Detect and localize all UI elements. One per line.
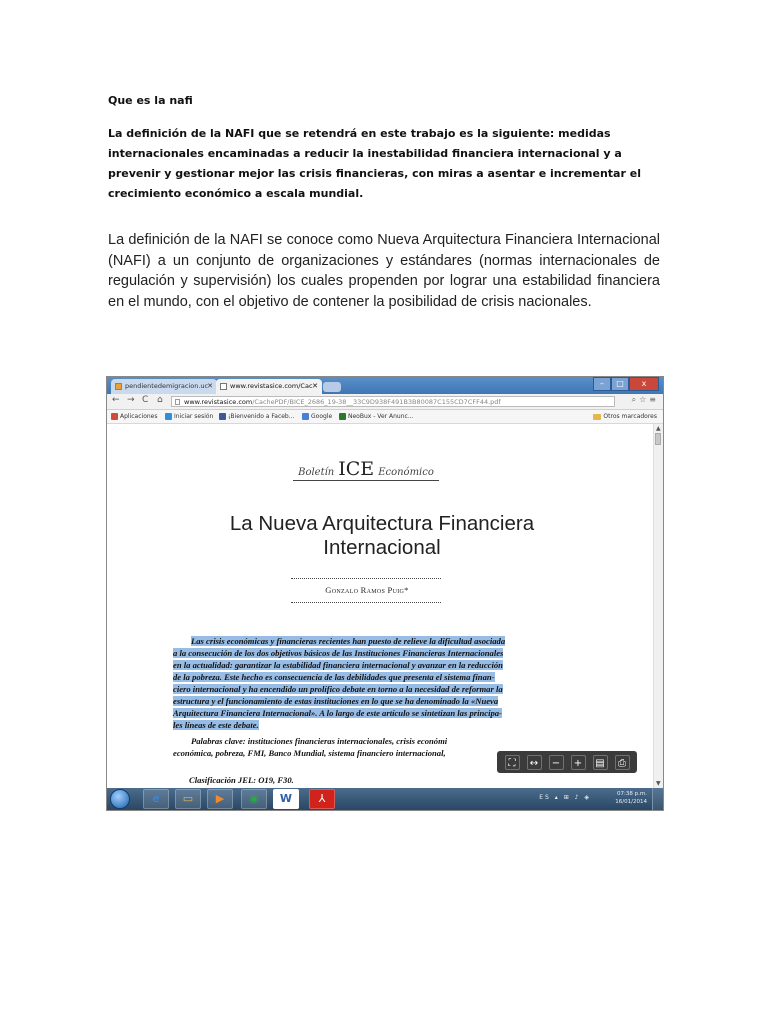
article-author: Gonzalo Ramos Puig* <box>325 585 409 595</box>
document-favicon-icon <box>220 383 227 390</box>
home-icon[interactable]: ⌂ <box>157 395 163 405</box>
windows-taskbar <box>107 788 663 810</box>
scroll-thumb[interactable] <box>655 433 661 445</box>
vertical-scrollbar[interactable] <box>653 424 663 788</box>
fit-width-icon[interactable]: ↔ <box>527 755 542 770</box>
definition-paragraph-bold: La definición de la NAFI que se retendrá en este trabajo es la siguiente: medidas internacionales encaminadas a reducir la inestabilidad financiera internacional y a prevenir y gestionar mejor las crisis financieras, con miras a asentar e incrementar el crecimiento económico a escala mundial. <box>108 127 641 200</box>
abstract-line: de la pobreza. Este hecho es consecuencia de las debilidades que presenta el sistema finan- <box>173 672 495 682</box>
reload-icon[interactable]: C <box>142 395 149 405</box>
windows-logo-icon <box>165 413 172 420</box>
abstract-line: les líneas de este debate. <box>173 720 259 730</box>
close-window-button[interactable]: x <box>629 377 659 391</box>
bookmark-login[interactable]: Iniciar sesión <box>165 410 213 423</box>
bookmark-neobux[interactable]: NeoBux - Ver Anunc... <box>339 410 414 423</box>
language-indicator[interactable]: ES <box>539 794 551 801</box>
toolbar-right-icons <box>632 395 659 405</box>
page-favicon-icon <box>115 383 122 390</box>
zoom-icon[interactable]: ⌕ <box>631 395 640 404</box>
dotted-rule <box>291 578 441 579</box>
bookmark-facebook[interactable]: ¡Bienvenido a Faceb... <box>219 410 294 423</box>
browser-tab-active[interactable] <box>216 379 322 394</box>
abstract-line: en la actualidad: garantizar la estabilidad financiera internacional y avanzar en la reducción <box>173 660 503 670</box>
pdf-page <box>107 424 653 788</box>
url-path: /CachePDF/BICE_2686_19-38__33C9D938F491B3B80087C155CD7CFF44.pdf <box>252 398 501 406</box>
abstract-line: estructura y el funcionamiento de estas instituciones en lo que se ha denominado la «Nueva <box>173 696 499 706</box>
acrobat-icon[interactable]: ⅄ <box>309 789 335 809</box>
bookmark-apps[interactable]: Aplicaciones <box>111 410 157 423</box>
maximize-button[interactable]: □ <box>611 377 629 391</box>
fit-page-icon[interactable]: ⛶ <box>505 755 520 770</box>
save-icon[interactable]: ▤ <box>593 755 608 770</box>
address-bar[interactable] <box>171 396 615 407</box>
article-abstract <box>173 635 560 731</box>
masthead-rule <box>293 480 439 481</box>
bookmarks-bar <box>107 410 663 424</box>
article-title: La Nueva Arquitectura Financiera Internacional <box>229 512 535 559</box>
star-icon[interactable]: ☆ <box>639 395 650 404</box>
tab-close-icon[interactable]: ✕ <box>312 382 318 390</box>
pdf-viewer[interactable] <box>107 424 663 788</box>
jel-classification: Clasificación JEL: O19, F30. <box>189 775 294 785</box>
show-desktop-button[interactable] <box>652 788 663 810</box>
chrome-icon[interactable]: ◉ <box>241 789 267 809</box>
abstract-line: ciero internacional y ha encendido un prolífico debate en torno a la necesidad de reformar la <box>173 684 503 694</box>
tab-close-icon[interactable]: ✕ <box>207 382 213 390</box>
clock[interactable] <box>615 790 647 806</box>
new-tab-button[interactable] <box>323 382 341 392</box>
browser-tab-strip <box>107 377 663 394</box>
tab-label: pendientedemigracion.uc <box>125 382 209 390</box>
system-tray-icons: ES ▴ ⊞ ♪ ◈ <box>539 794 591 801</box>
zoom-in-icon[interactable]: + <box>571 755 586 770</box>
file-explorer-icon[interactable]: ▭ <box>175 789 201 809</box>
neobux-icon <box>339 413 346 420</box>
bookmark-google[interactable]: Google <box>302 410 332 423</box>
window-controls <box>593 377 659 390</box>
tab-label: www.revistasice.com/Cac <box>230 382 313 390</box>
apps-grid-icon <box>111 413 118 420</box>
minimize-button[interactable]: – <box>593 377 611 391</box>
journal-masthead: Boletín ICE Económico <box>298 458 434 480</box>
browser-tab-inactive[interactable] <box>111 379 217 394</box>
forward-arrow-icon[interactable]: → <box>127 395 135 405</box>
media-player-icon[interactable]: ▶ <box>207 789 233 809</box>
browser-toolbar <box>107 394 663 410</box>
internet-explorer-icon[interactable]: e <box>143 789 169 809</box>
clock-date: 16/01/2014 <box>615 799 647 805</box>
url-host: www.revistasice.com <box>184 398 253 406</box>
document-heading: Que es la nafi <box>108 94 193 107</box>
abstract-line: Arquitectura Financiera Internacional». A lo largo de este artículo se sintetizan las principa- <box>173 708 502 718</box>
scroll-up-icon[interactable]: ▲ <box>656 425 661 432</box>
page-icon <box>175 399 180 405</box>
zoom-out-icon[interactable]: − <box>549 755 564 770</box>
folder-icon <box>593 414 601 420</box>
other-bookmarks[interactable]: Otros marcadores <box>593 410 657 423</box>
word-icon[interactable]: W <box>273 789 299 809</box>
abstract-line: Las crisis económicas y financieras recientes han puesto de relieve la dificultad asociada <box>191 636 506 646</box>
menu-icon[interactable]: ≡ <box>649 395 659 404</box>
scroll-down-icon[interactable]: ▼ <box>656 780 661 787</box>
browser-screenshot <box>106 376 664 811</box>
clock-time: 07:38 p.m. <box>617 791 647 797</box>
abstract-line: a la consecución de los dos objetivos básicos de las Instituciones Financieras Internacionales <box>173 648 504 658</box>
facebook-icon <box>219 413 226 420</box>
article-keywords: Palabras clave: instituciones financieras internacionales, crisis económi económica, pobreza, FMI, Banco Mundial, sistema financiero internacional, <box>173 736 448 758</box>
print-icon[interactable]: ⎙ <box>615 755 630 770</box>
definition-paragraph: La definición de la NAFI se conoce como Nueva Arquitectura Financiera Internacional (NAFI) a un conjunto de organizaciones y estándares (normas internacionales de regulación y supervisión) los cuales propenden por lograr una estabilidad financiera en el mundo, con el objetivo de contener la posibilidad de crisis nacionales. <box>108 232 660 310</box>
google-icon <box>302 413 309 420</box>
pdf-floating-toolbar <box>497 751 637 773</box>
start-button[interactable] <box>110 789 130 809</box>
back-arrow-icon[interactable]: ← <box>112 395 120 405</box>
dotted-rule <box>291 602 441 603</box>
